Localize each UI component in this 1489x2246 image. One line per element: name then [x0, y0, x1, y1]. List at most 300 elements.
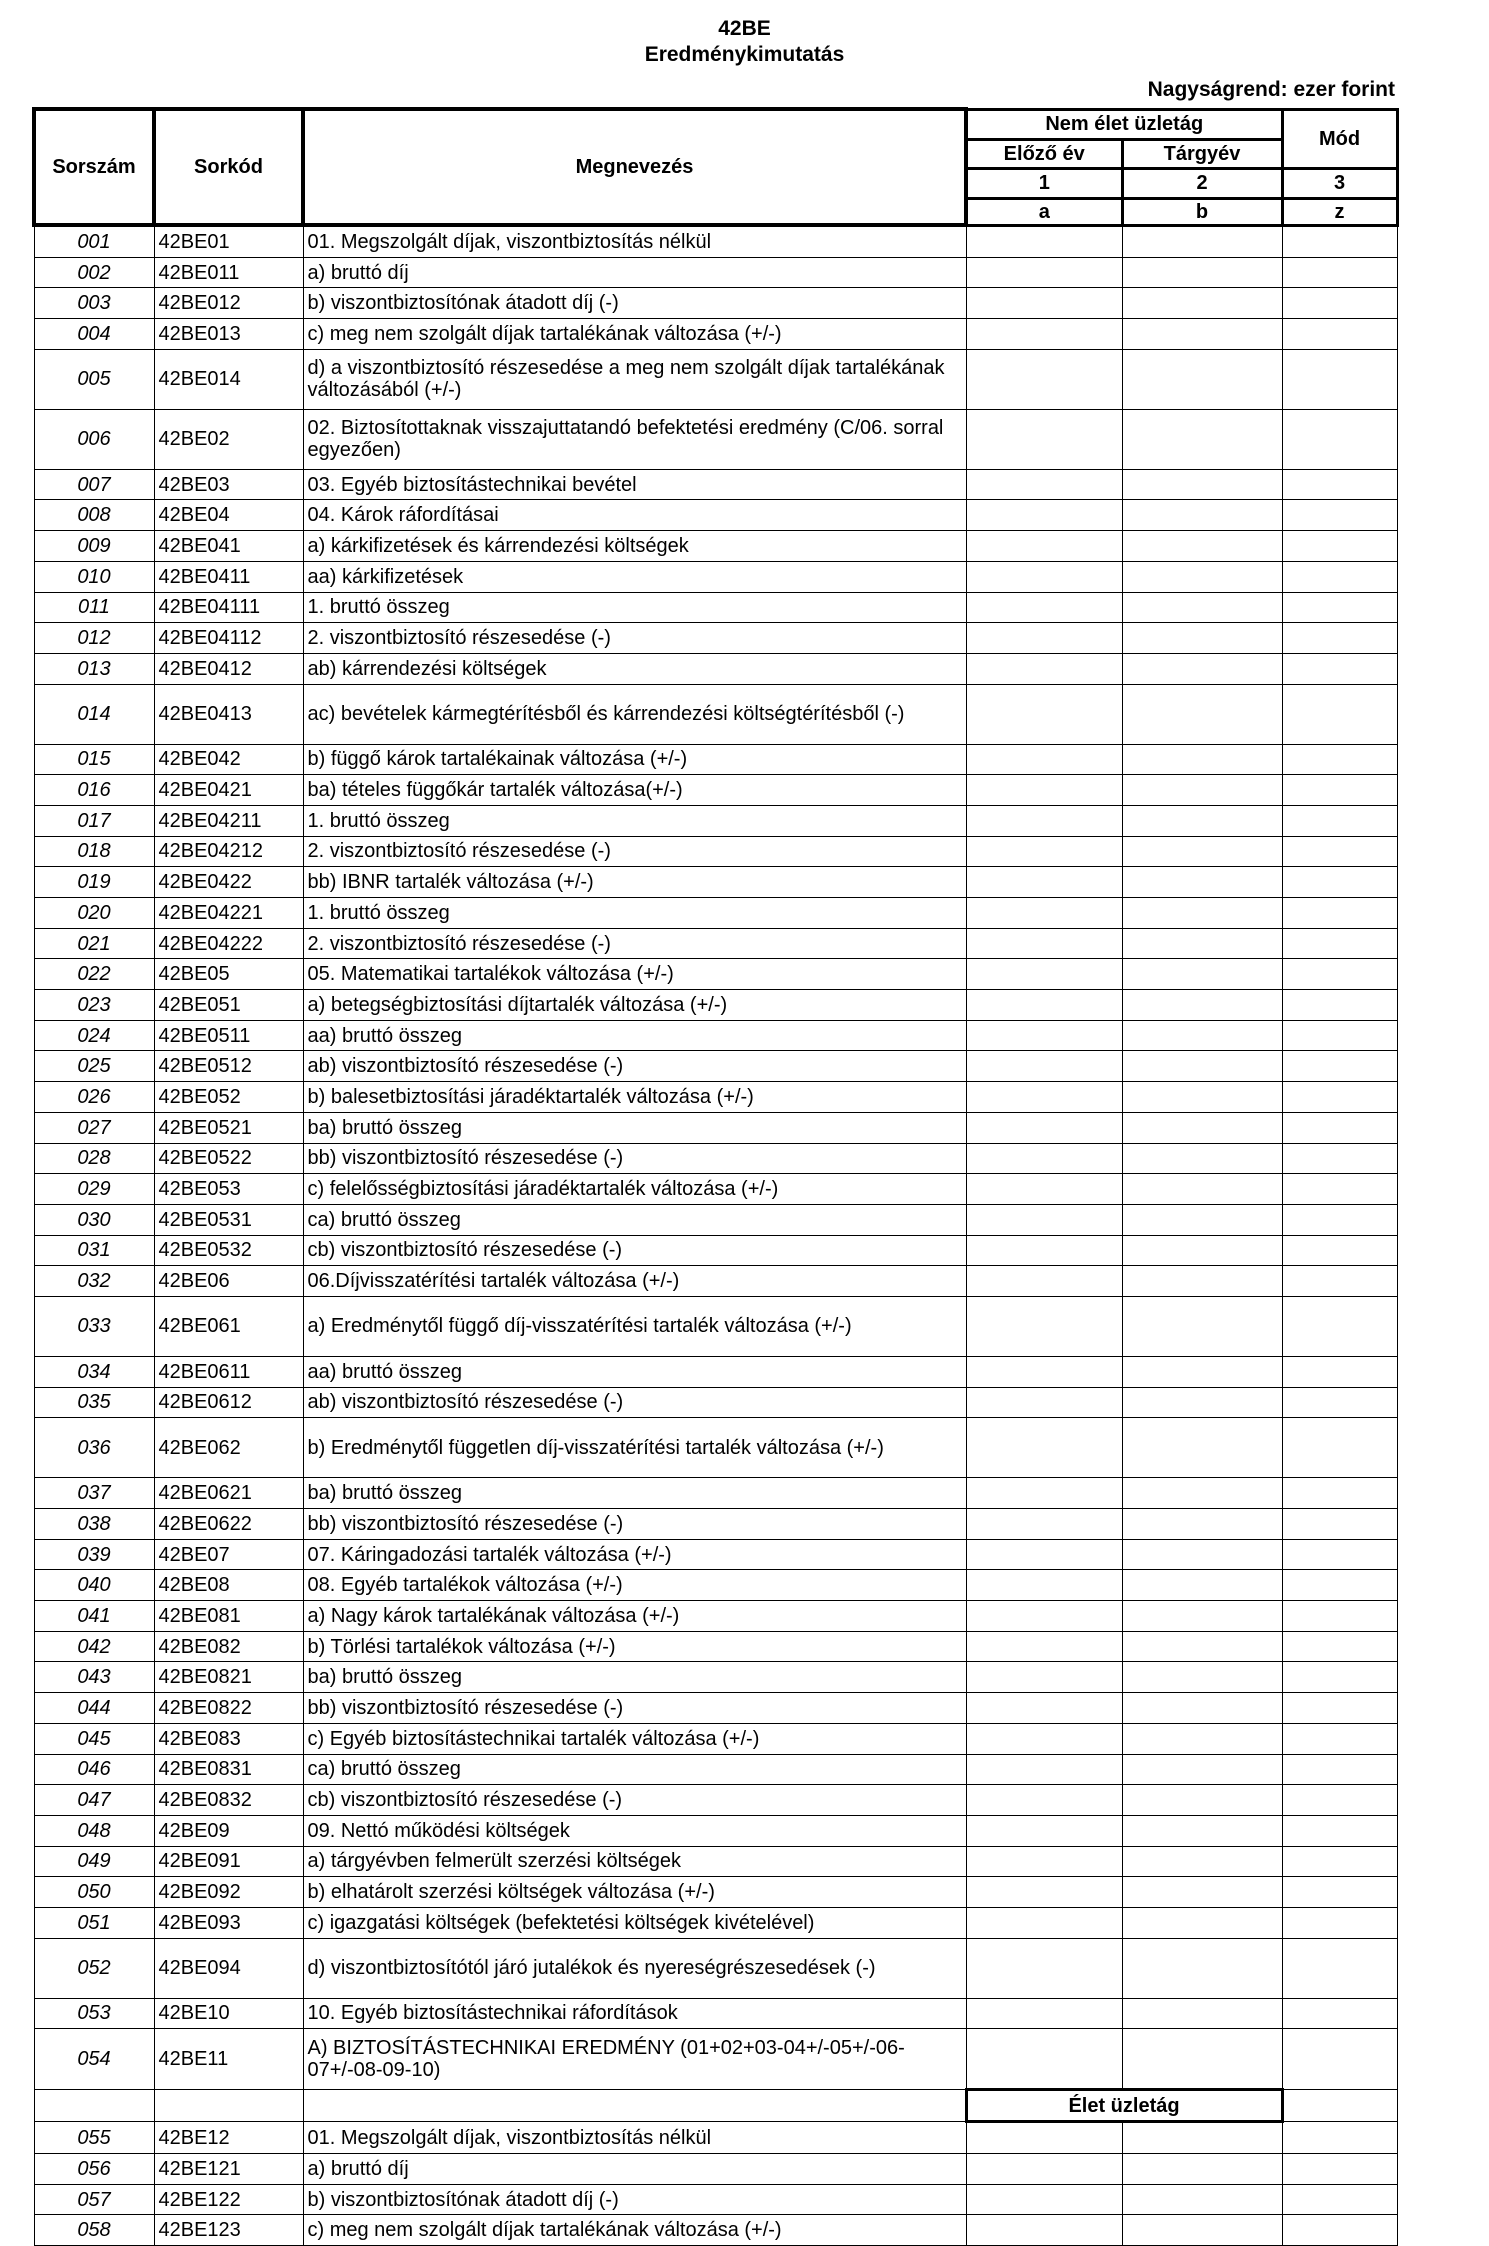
value-targyev[interactable] — [1122, 1204, 1282, 1235]
value-elozo-ev[interactable] — [966, 1601, 1122, 1632]
row-sorkod: 42BE0622 — [154, 1509, 303, 1540]
row-sorszam: 044 — [34, 1693, 154, 1724]
row-megnevezes: a) Nagy károk tartalékának változása (+/-) — [303, 1601, 966, 1632]
value-mod[interactable] — [1282, 867, 1397, 898]
table-row — [34, 1112, 1397, 1143]
value-targyev[interactable] — [1122, 561, 1282, 592]
value-mod[interactable] — [1282, 1478, 1397, 1509]
value-targyev[interactable] — [1122, 2184, 1282, 2215]
value-targyev[interactable] — [1122, 1938, 1282, 1998]
value-targyev[interactable] — [1122, 225, 1282, 257]
value-elozo-ev[interactable] — [966, 2154, 1122, 2185]
row-sorszam: 024 — [34, 1020, 154, 1051]
value-mod[interactable] — [1282, 1266, 1397, 1297]
row-megnevezes: ca) bruttó összeg — [303, 1204, 966, 1235]
value-mod[interactable] — [1282, 805, 1397, 836]
value-mod[interactable] — [1282, 1020, 1397, 1051]
row-sorszam: 017 — [34, 805, 154, 836]
value-mod[interactable] — [1282, 1601, 1397, 1632]
value-elozo-ev[interactable] — [966, 1785, 1122, 1816]
value-mod[interactable] — [1282, 1723, 1397, 1754]
value-mod[interactable] — [1282, 959, 1397, 990]
value-elozo-ev[interactable] — [966, 867, 1122, 898]
table-row — [34, 1204, 1397, 1235]
value-elozo-ev[interactable] — [966, 1539, 1122, 1570]
table-row — [34, 2122, 1397, 2154]
header-num-2: 2 — [1122, 168, 1282, 198]
value-mod[interactable] — [1282, 349, 1397, 409]
value-mod[interactable] — [1282, 469, 1397, 500]
value-mod[interactable] — [1282, 409, 1397, 469]
value-elozo-ev[interactable] — [966, 409, 1122, 469]
value-targyev[interactable] — [1122, 2215, 1282, 2246]
value-elozo-ev[interactable] — [966, 2215, 1122, 2246]
row-sorkod: 42BE061 — [154, 1296, 303, 1356]
row-sorkod: 42BE122 — [154, 2184, 303, 2215]
table-row — [34, 1998, 1397, 2029]
value-targyev[interactable] — [1122, 1723, 1282, 1754]
value-elozo-ev[interactable] — [966, 319, 1122, 350]
row-sorkod: 42BE123 — [154, 2215, 303, 2246]
value-mod[interactable] — [1282, 2029, 1397, 2090]
value-elozo-ev[interactable] — [966, 1296, 1122, 1356]
value-elozo-ev[interactable] — [966, 1082, 1122, 1113]
row-sorkod: 42BE09 — [154, 1815, 303, 1846]
row-sorkod: 42BE04222 — [154, 928, 303, 959]
value-targyev[interactable] — [1122, 1235, 1282, 1266]
row-sorszam: 001 — [34, 225, 154, 257]
row-megnevezes: 01. Megszolgált díjak, viszontbiztosítás nélkül — [303, 225, 966, 257]
value-targyev[interactable] — [1122, 1082, 1282, 1113]
row-sorkod: 42BE082 — [154, 1631, 303, 1662]
row-sorszam: 018 — [34, 836, 154, 867]
section-row-elet — [34, 2090, 1397, 2122]
value-mod[interactable] — [1282, 2184, 1397, 2215]
row-sorszam: 057 — [34, 2184, 154, 2215]
value-targyev[interactable] — [1122, 592, 1282, 623]
row-sorszam: 016 — [34, 775, 154, 806]
table-row — [34, 1539, 1397, 1570]
value-elozo-ev[interactable] — [966, 1356, 1122, 1387]
value-elozo-ev[interactable] — [966, 684, 1122, 744]
value-mod[interactable] — [1282, 1846, 1397, 1877]
value-mod[interactable] — [1282, 1174, 1397, 1205]
value-mod[interactable] — [1282, 531, 1397, 562]
row-megnevezes: 07. Káringadozási tartalék változása (+/-) — [303, 1539, 966, 1570]
row-sorszam: 040 — [34, 1570, 154, 1601]
value-mod[interactable] — [1282, 744, 1397, 775]
value-targyev[interactable] — [1122, 349, 1282, 409]
value-elozo-ev[interactable] — [966, 1754, 1122, 1785]
value-elozo-ev[interactable] — [966, 288, 1122, 319]
form-code-title: 42BE — [718, 17, 771, 40]
value-targyev[interactable] — [1122, 653, 1282, 684]
table-row — [34, 1296, 1397, 1356]
row-sorkod: 42BE0412 — [154, 653, 303, 684]
row-megnevezes: b) viszontbiztosítónak átadott díj (-) — [303, 288, 966, 319]
table-row — [34, 1754, 1397, 1785]
row-megnevezes: c) meg nem szolgált díjak tartalékának változása (+/-) — [303, 319, 966, 350]
value-targyev[interactable] — [1122, 469, 1282, 500]
value-targyev[interactable] — [1122, 1418, 1282, 1478]
row-megnevezes: ca) bruttó összeg — [303, 1754, 966, 1785]
table-row — [34, 225, 1397, 257]
value-elozo-ev[interactable] — [966, 1815, 1122, 1846]
row-sorkod: 42BE12 — [154, 2122, 303, 2154]
row-sorkod: 42BE0621 — [154, 1478, 303, 1509]
row-sorszam: 051 — [34, 1907, 154, 1938]
value-mod[interactable] — [1282, 836, 1397, 867]
table-row — [34, 1266, 1397, 1297]
value-elozo-ev[interactable] — [966, 898, 1122, 929]
value-mod[interactable] — [1282, 1754, 1397, 1785]
value-elozo-ev[interactable] — [966, 531, 1122, 562]
header-mod: Mód — [1282, 109, 1397, 168]
value-elozo-ev[interactable] — [966, 469, 1122, 500]
header-num-1: 1 — [966, 168, 1122, 198]
value-elozo-ev[interactable] — [966, 1478, 1122, 1509]
value-mod[interactable] — [1282, 2154, 1397, 2185]
row-sorkod: 42BE053 — [154, 1174, 303, 1205]
row-megnevezes: 04. Károk ráfordításai — [303, 500, 966, 531]
value-targyev[interactable] — [1122, 1478, 1282, 1509]
value-elozo-ev[interactable] — [966, 349, 1122, 409]
row-sorszam: 045 — [34, 1723, 154, 1754]
row-megnevezes: a) bruttó díj — [303, 2154, 966, 2185]
row-sorkod: 42BE0422 — [154, 867, 303, 898]
row-sorszam: 025 — [34, 1051, 154, 1082]
value-elozo-ev[interactable] — [966, 1418, 1122, 1478]
row-megnevezes: aa) bruttó összeg — [303, 1020, 966, 1051]
value-elozo-ev[interactable] — [966, 500, 1122, 531]
row-megnevezes: b) balesetbiztosítási járadéktartalék változása (+/-) — [303, 1082, 966, 1113]
header-num-3: 3 — [1282, 168, 1397, 198]
table-row — [34, 623, 1397, 654]
table-row — [34, 1877, 1397, 1908]
value-elozo-ev[interactable] — [966, 1877, 1122, 1908]
value-targyev[interactable] — [1122, 684, 1282, 744]
value-mod[interactable] — [1282, 1356, 1397, 1387]
row-megnevezes: ba) bruttó összeg — [303, 1662, 966, 1693]
value-elozo-ev[interactable] — [966, 990, 1122, 1021]
row-sorkod: 42BE014 — [154, 349, 303, 409]
value-mod[interactable] — [1282, 1509, 1397, 1540]
row-megnevezes: b) Eredménytől független díj-visszatérítési tartalék változása (+/-) — [303, 1418, 966, 1478]
value-targyev[interactable] — [1122, 1601, 1282, 1632]
value-targyev[interactable] — [1122, 2122, 1282, 2154]
row-megnevezes: cb) viszontbiztosító részesedése (-) — [303, 1235, 966, 1266]
value-elozo-ev[interactable] — [966, 805, 1122, 836]
table-row — [34, 1723, 1397, 1754]
value-mod[interactable] — [1282, 2215, 1397, 2246]
value-elozo-ev[interactable] — [966, 1570, 1122, 1601]
table-row — [34, 1785, 1397, 1816]
value-targyev[interactable] — [1122, 2029, 1282, 2090]
value-elozo-ev[interactable] — [966, 592, 1122, 623]
value-elozo-ev[interactable] — [966, 1204, 1122, 1235]
value-elozo-ev[interactable] — [966, 959, 1122, 990]
row-sorszam: 042 — [34, 1631, 154, 1662]
table-body-elet — [34, 2090, 1397, 2246]
value-targyev[interactable] — [1122, 1998, 1282, 2029]
row-sorszam: 033 — [34, 1296, 154, 1356]
value-elozo-ev[interactable] — [966, 1998, 1122, 2029]
row-sorszam: 011 — [34, 592, 154, 623]
row-megnevezes: 2. viszontbiztosító részesedése (-) — [303, 836, 966, 867]
value-elozo-ev[interactable] — [966, 1020, 1122, 1051]
table-row — [34, 1356, 1397, 1387]
row-sorkod: 42BE121 — [154, 2154, 303, 2185]
row-sorszam: 050 — [34, 1877, 154, 1908]
value-mod[interactable] — [1282, 1662, 1397, 1693]
table-row — [34, 592, 1397, 623]
row-megnevezes: cb) viszontbiztosító részesedése (-) — [303, 1785, 966, 1816]
value-targyev[interactable] — [1122, 1051, 1282, 1082]
value-targyev[interactable] — [1122, 928, 1282, 959]
value-elozo-ev[interactable] — [966, 1112, 1122, 1143]
value-mod[interactable] — [1282, 684, 1397, 744]
row-megnevezes: bb) viszontbiztosító részesedése (-) — [303, 1143, 966, 1174]
value-elozo-ev[interactable] — [966, 1266, 1122, 1297]
value-mod[interactable] — [1282, 1570, 1397, 1601]
row-sorszam: 012 — [34, 623, 154, 654]
value-mod[interactable] — [1282, 1418, 1397, 1478]
row-sorkod: 42BE011 — [154, 257, 303, 288]
row-sorkod: 42BE012 — [154, 288, 303, 319]
value-targyev[interactable] — [1122, 744, 1282, 775]
value-targyev[interactable] — [1122, 1356, 1282, 1387]
value-targyev[interactable] — [1122, 500, 1282, 531]
row-sorkod: 42BE04211 — [154, 805, 303, 836]
value-elozo-ev[interactable] — [966, 1846, 1122, 1877]
value-targyev[interactable] — [1122, 1815, 1282, 1846]
header-megnevezes: Megnevezés — [303, 109, 966, 225]
value-targyev[interactable] — [1122, 1693, 1282, 1724]
value-mod[interactable] — [1282, 990, 1397, 1021]
value-mod[interactable] — [1282, 1204, 1397, 1235]
header-sorkod: Sorkód — [154, 109, 303, 225]
value-elozo-ev[interactable] — [966, 1174, 1122, 1205]
table-row — [34, 1143, 1397, 1174]
value-elozo-ev[interactable] — [966, 2184, 1122, 2215]
value-mod[interactable] — [1282, 653, 1397, 684]
value-elozo-ev[interactable] — [966, 1143, 1122, 1174]
row-megnevezes: bb) IBNR tartalék változása (+/-) — [303, 867, 966, 898]
value-mod[interactable] — [1282, 775, 1397, 806]
value-elozo-ev[interactable] — [966, 1693, 1122, 1724]
value-elozo-ev[interactable] — [966, 1938, 1122, 1998]
value-elozo-ev[interactable] — [966, 1662, 1122, 1693]
value-mod[interactable] — [1282, 288, 1397, 319]
value-elozo-ev[interactable] — [966, 2122, 1122, 2154]
value-elozo-ev[interactable] — [966, 1509, 1122, 1540]
value-elozo-ev[interactable] — [966, 1051, 1122, 1082]
table-row — [34, 836, 1397, 867]
row-sorszam: 055 — [34, 2122, 154, 2154]
value-targyev[interactable] — [1122, 1296, 1282, 1356]
value-targyev[interactable] — [1122, 1174, 1282, 1205]
value-mod[interactable] — [1282, 1693, 1397, 1724]
value-targyev[interactable] — [1122, 1266, 1282, 1297]
value-mod[interactable] — [1282, 1785, 1397, 1816]
row-megnevezes: 2. viszontbiztosító részesedése (-) — [303, 623, 966, 654]
row-sorszam: 036 — [34, 1418, 154, 1478]
row-sorszam: 058 — [34, 2215, 154, 2246]
value-elozo-ev[interactable] — [966, 623, 1122, 654]
value-elozo-ev[interactable] — [966, 225, 1122, 257]
value-mod[interactable] — [1282, 898, 1397, 929]
row-sorkod: 42BE0821 — [154, 1662, 303, 1693]
value-targyev[interactable] — [1122, 1112, 1282, 1143]
value-targyev[interactable] — [1122, 257, 1282, 288]
row-sorszam: 002 — [34, 257, 154, 288]
value-targyev[interactable] — [1122, 409, 1282, 469]
value-mod[interactable] — [1282, 2122, 1397, 2154]
table-row — [34, 1387, 1397, 1418]
value-targyev[interactable] — [1122, 1754, 1282, 1785]
value-targyev[interactable] — [1122, 531, 1282, 562]
value-mod[interactable] — [1282, 1631, 1397, 1662]
value-targyev[interactable] — [1122, 775, 1282, 806]
value-targyev[interactable] — [1122, 836, 1282, 867]
table-row — [34, 1509, 1397, 1540]
value-targyev[interactable] — [1122, 1509, 1282, 1540]
value-mod[interactable] — [1282, 1143, 1397, 1174]
row-sorkod: 42BE0531 — [154, 1204, 303, 1235]
value-targyev[interactable] — [1122, 288, 1282, 319]
row-sorszam: 046 — [34, 1754, 154, 1785]
row-sorkod: 42BE04212 — [154, 836, 303, 867]
value-targyev[interactable] — [1122, 898, 1282, 929]
row-sorkod: 42BE08 — [154, 1570, 303, 1601]
value-targyev[interactable] — [1122, 1020, 1282, 1051]
row-sorkod: 42BE06 — [154, 1266, 303, 1297]
value-targyev[interactable] — [1122, 1846, 1282, 1877]
value-targyev[interactable] — [1122, 1539, 1282, 1570]
value-mod[interactable] — [1282, 592, 1397, 623]
value-targyev[interactable] — [1122, 1785, 1282, 1816]
value-elozo-ev[interactable] — [966, 836, 1122, 867]
row-sorkod: 42BE0521 — [154, 1112, 303, 1143]
value-targyev[interactable] — [1122, 1877, 1282, 1908]
value-elozo-ev[interactable] — [966, 1387, 1122, 1418]
value-mod[interactable] — [1282, 1539, 1397, 1570]
value-targyev[interactable] — [1122, 2154, 1282, 2185]
table-row — [34, 500, 1397, 531]
value-elozo-ev[interactable] — [966, 1723, 1122, 1754]
table-row — [34, 1051, 1397, 1082]
row-sorszam: 008 — [34, 500, 154, 531]
row-sorkod: 42BE0413 — [154, 684, 303, 744]
value-elozo-ev[interactable] — [966, 653, 1122, 684]
row-megnevezes: ac) bevételek kármegtérítésből és kárrendezési költségtérítésből (-) — [303, 684, 966, 744]
value-mod[interactable] — [1282, 928, 1397, 959]
value-elozo-ev[interactable] — [966, 257, 1122, 288]
row-sorkod: 42BE091 — [154, 1846, 303, 1877]
value-mod[interactable] — [1282, 500, 1397, 531]
table-row — [34, 409, 1397, 469]
value-mod[interactable] — [1282, 1235, 1397, 1266]
value-targyev[interactable] — [1122, 623, 1282, 654]
value-targyev[interactable] — [1122, 1907, 1282, 1938]
value-mod[interactable] — [1282, 1938, 1397, 1998]
value-mod[interactable] — [1282, 1082, 1397, 1113]
value-mod[interactable] — [1282, 1877, 1397, 1908]
value-elozo-ev[interactable] — [966, 2029, 1122, 2090]
row-sorszam: 043 — [34, 1662, 154, 1693]
row-sorszam: 049 — [34, 1846, 154, 1877]
value-mod[interactable] — [1282, 623, 1397, 654]
row-megnevezes: a) kárkifizetések és kárrendezési költségek — [303, 531, 966, 562]
row-sorkod: 42BE081 — [154, 1601, 303, 1632]
row-megnevezes: a) tárgyévben felmerült szerzési költségek — [303, 1846, 966, 1877]
value-elozo-ev[interactable] — [966, 1235, 1122, 1266]
value-mod[interactable] — [1282, 1815, 1397, 1846]
value-targyev[interactable] — [1122, 1662, 1282, 1693]
value-elozo-ev[interactable] — [966, 928, 1122, 959]
value-targyev[interactable] — [1122, 1387, 1282, 1418]
value-targyev[interactable] — [1122, 1143, 1282, 1174]
value-elozo-ev[interactable] — [966, 744, 1122, 775]
table-row — [34, 928, 1397, 959]
row-megnevezes: 09. Nettó működési költségek — [303, 1815, 966, 1846]
value-mod[interactable] — [1282, 1387, 1397, 1418]
value-mod[interactable] — [1282, 1907, 1397, 1938]
row-sorkod: 42BE042 — [154, 744, 303, 775]
value-mod[interactable] — [1282, 257, 1397, 288]
row-sorszam: 028 — [34, 1143, 154, 1174]
value-targyev[interactable] — [1122, 1631, 1282, 1662]
row-sorszam: 005 — [34, 349, 154, 409]
value-mod[interactable] — [1282, 561, 1397, 592]
table-row — [34, 1082, 1397, 1113]
table-row — [34, 1601, 1397, 1632]
value-mod[interactable] — [1282, 1296, 1397, 1356]
row-megnevezes: 05. Matematikai tartalékok változása (+/-) — [303, 959, 966, 990]
value-mod[interactable] — [1282, 225, 1397, 257]
table-row — [34, 288, 1397, 319]
value-elozo-ev[interactable] — [966, 1907, 1122, 1938]
value-targyev[interactable] — [1122, 1570, 1282, 1601]
value-targyev[interactable] — [1122, 805, 1282, 836]
value-elozo-ev[interactable] — [966, 1631, 1122, 1662]
table-row — [34, 469, 1397, 500]
table-row — [34, 990, 1397, 1021]
row-megnevezes: ba) bruttó összeg — [303, 1478, 966, 1509]
value-mod[interactable] — [1282, 319, 1397, 350]
value-elozo-ev[interactable] — [966, 561, 1122, 592]
row-sorszam: 030 — [34, 1204, 154, 1235]
row-sorszam: 037 — [34, 1478, 154, 1509]
value-targyev[interactable] — [1122, 867, 1282, 898]
value-targyev[interactable] — [1122, 959, 1282, 990]
row-megnevezes: 1. bruttó összeg — [303, 805, 966, 836]
value-mod[interactable] — [1282, 1998, 1397, 2029]
value-targyev[interactable] — [1122, 319, 1282, 350]
row-sorszam: 041 — [34, 1601, 154, 1632]
row-sorszam: 032 — [34, 1266, 154, 1297]
value-mod[interactable] — [1282, 1051, 1397, 1082]
value-mod[interactable] — [1282, 1112, 1397, 1143]
row-sorszam: 020 — [34, 898, 154, 929]
row-sorkod: 42BE05 — [154, 959, 303, 990]
row-sorkod: 42BE0611 — [154, 1356, 303, 1387]
value-targyev[interactable] — [1122, 990, 1282, 1021]
row-sorkod: 42BE0822 — [154, 1693, 303, 1724]
value-elozo-ev[interactable] — [966, 775, 1122, 806]
form-subtitle: Eredménykimutatás — [644, 43, 845, 66]
row-sorkod: 42BE051 — [154, 990, 303, 1021]
